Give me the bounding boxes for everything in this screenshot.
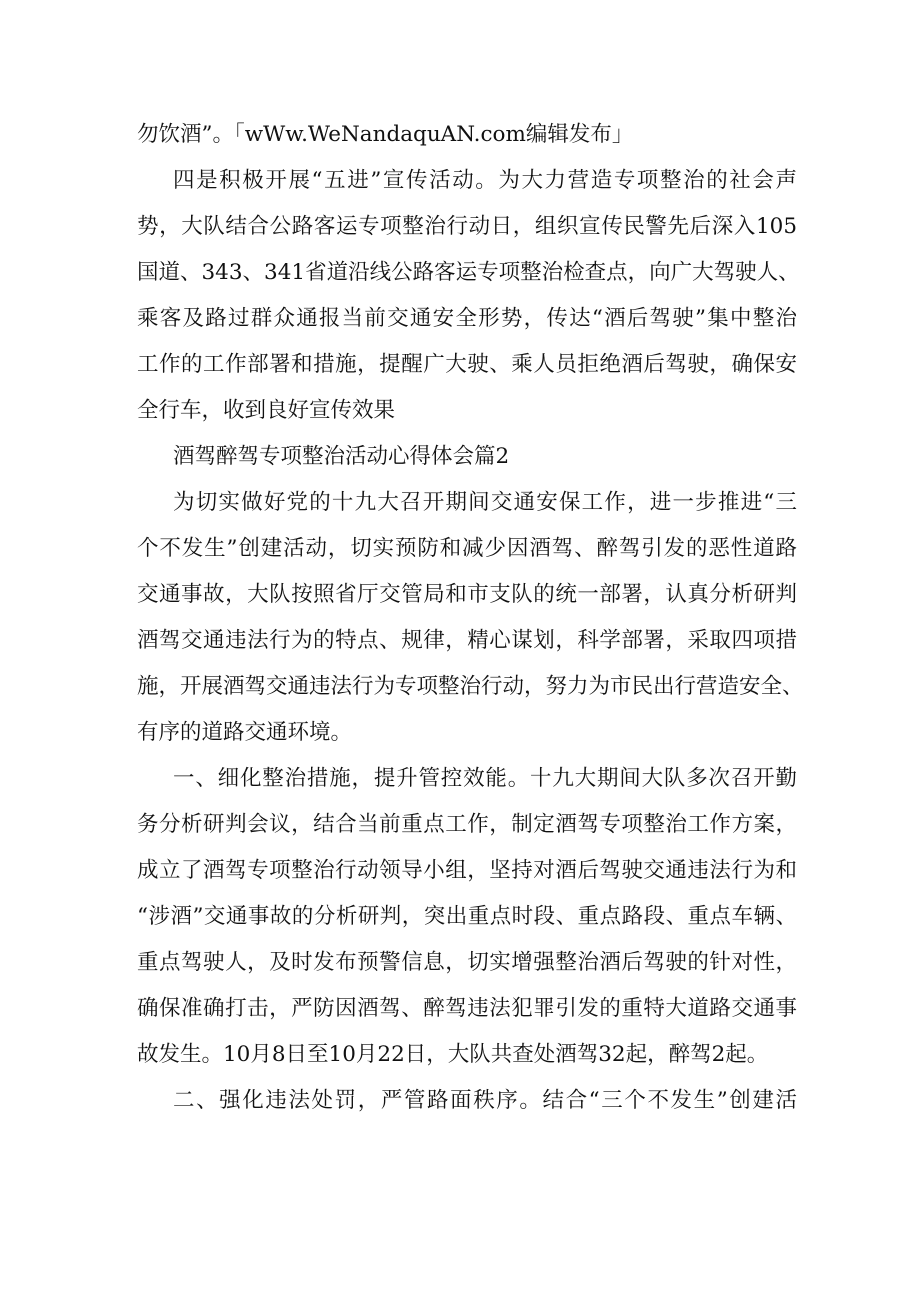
document-body — [137, 112, 804, 1124]
text-line: 个不发生”创建活动，切实预防和减少因酒驾、醉驾引发的恶性道路 — [137, 536, 797, 561]
text-line: 全行车，收到良好宣传效果 — [137, 398, 396, 423]
text-line: 国道、343、341省道沿线公路客运专项整治检查点，向广大驾驶人、 — [137, 260, 800, 285]
text-line: 工作的工作部署和措施，提醒广大驶、乘人员拒绝酒后驾驶，确保安 — [137, 352, 797, 377]
text-line: 勿饮酒”。「wWw.WeNandaquAN.com编辑发布」 — [137, 122, 634, 147]
text-line: 势，大队结合公路客运专项整治行动日，组织宣传民警先后深入105 — [137, 214, 797, 239]
text-line: 成立了酒驾专项整治行动领导小组，坚持对酒后驾驶交通违法行为和 — [137, 858, 797, 883]
text-line: 为切实做好党的十九大召开期间交通安保工作，进一步推进“三 — [173, 490, 797, 515]
text-line: 一、细化整治措施，提升管控效能。十九大期间大队多次召开勤 — [173, 766, 797, 791]
text-line: “涉酒”交通事故的分析研判，突出重点时段、重点路段、重点车辆、 — [137, 904, 797, 929]
text-line: 四是积极开展“五进”宣传活动。为大力营造专项整治的社会声 — [173, 168, 797, 193]
text-line: 有序的道路交通环境。 — [137, 720, 353, 745]
text-line: 酒驾交通违法行为的特点、规律，精心谋划，科学部署，采取四项措 — [137, 628, 797, 653]
text-line: 乘客及路过群众通报当前交通安全形势，传达“酒后驾驶”集中整治 — [137, 306, 797, 331]
text-line: 交通事故，大队按照省厅交管局和市支队的统一部署，认真分析研判 — [137, 582, 797, 607]
text-line: 务分析研判会议，结合当前重点工作，制定酒驾专项整治工作方案， — [137, 812, 797, 837]
text-line: 故发生。10月8日至10月22日，大队共查处酒驾32起，醉驾2起。 — [137, 1042, 769, 1067]
text-line: 重点驾驶人，及时发布预警信息，切实增强整治酒后驾驶的针对性， — [137, 950, 797, 975]
text-line: 确保准确打击，严防因酒驾、醉驾违法犯罪引发的重特大道路交通事 — [137, 996, 797, 1021]
text-line: 酒驾醉驾专项整治活动心得体会篇2 — [173, 444, 510, 469]
text-line: 二、强化违法处罚，严管路面秩序。结合“三个不发生”创建活 — [173, 1088, 797, 1113]
text-line: 施，开展酒驾交通违法行为专项整治行动，努力为市民出行营造安全、 — [137, 674, 804, 699]
